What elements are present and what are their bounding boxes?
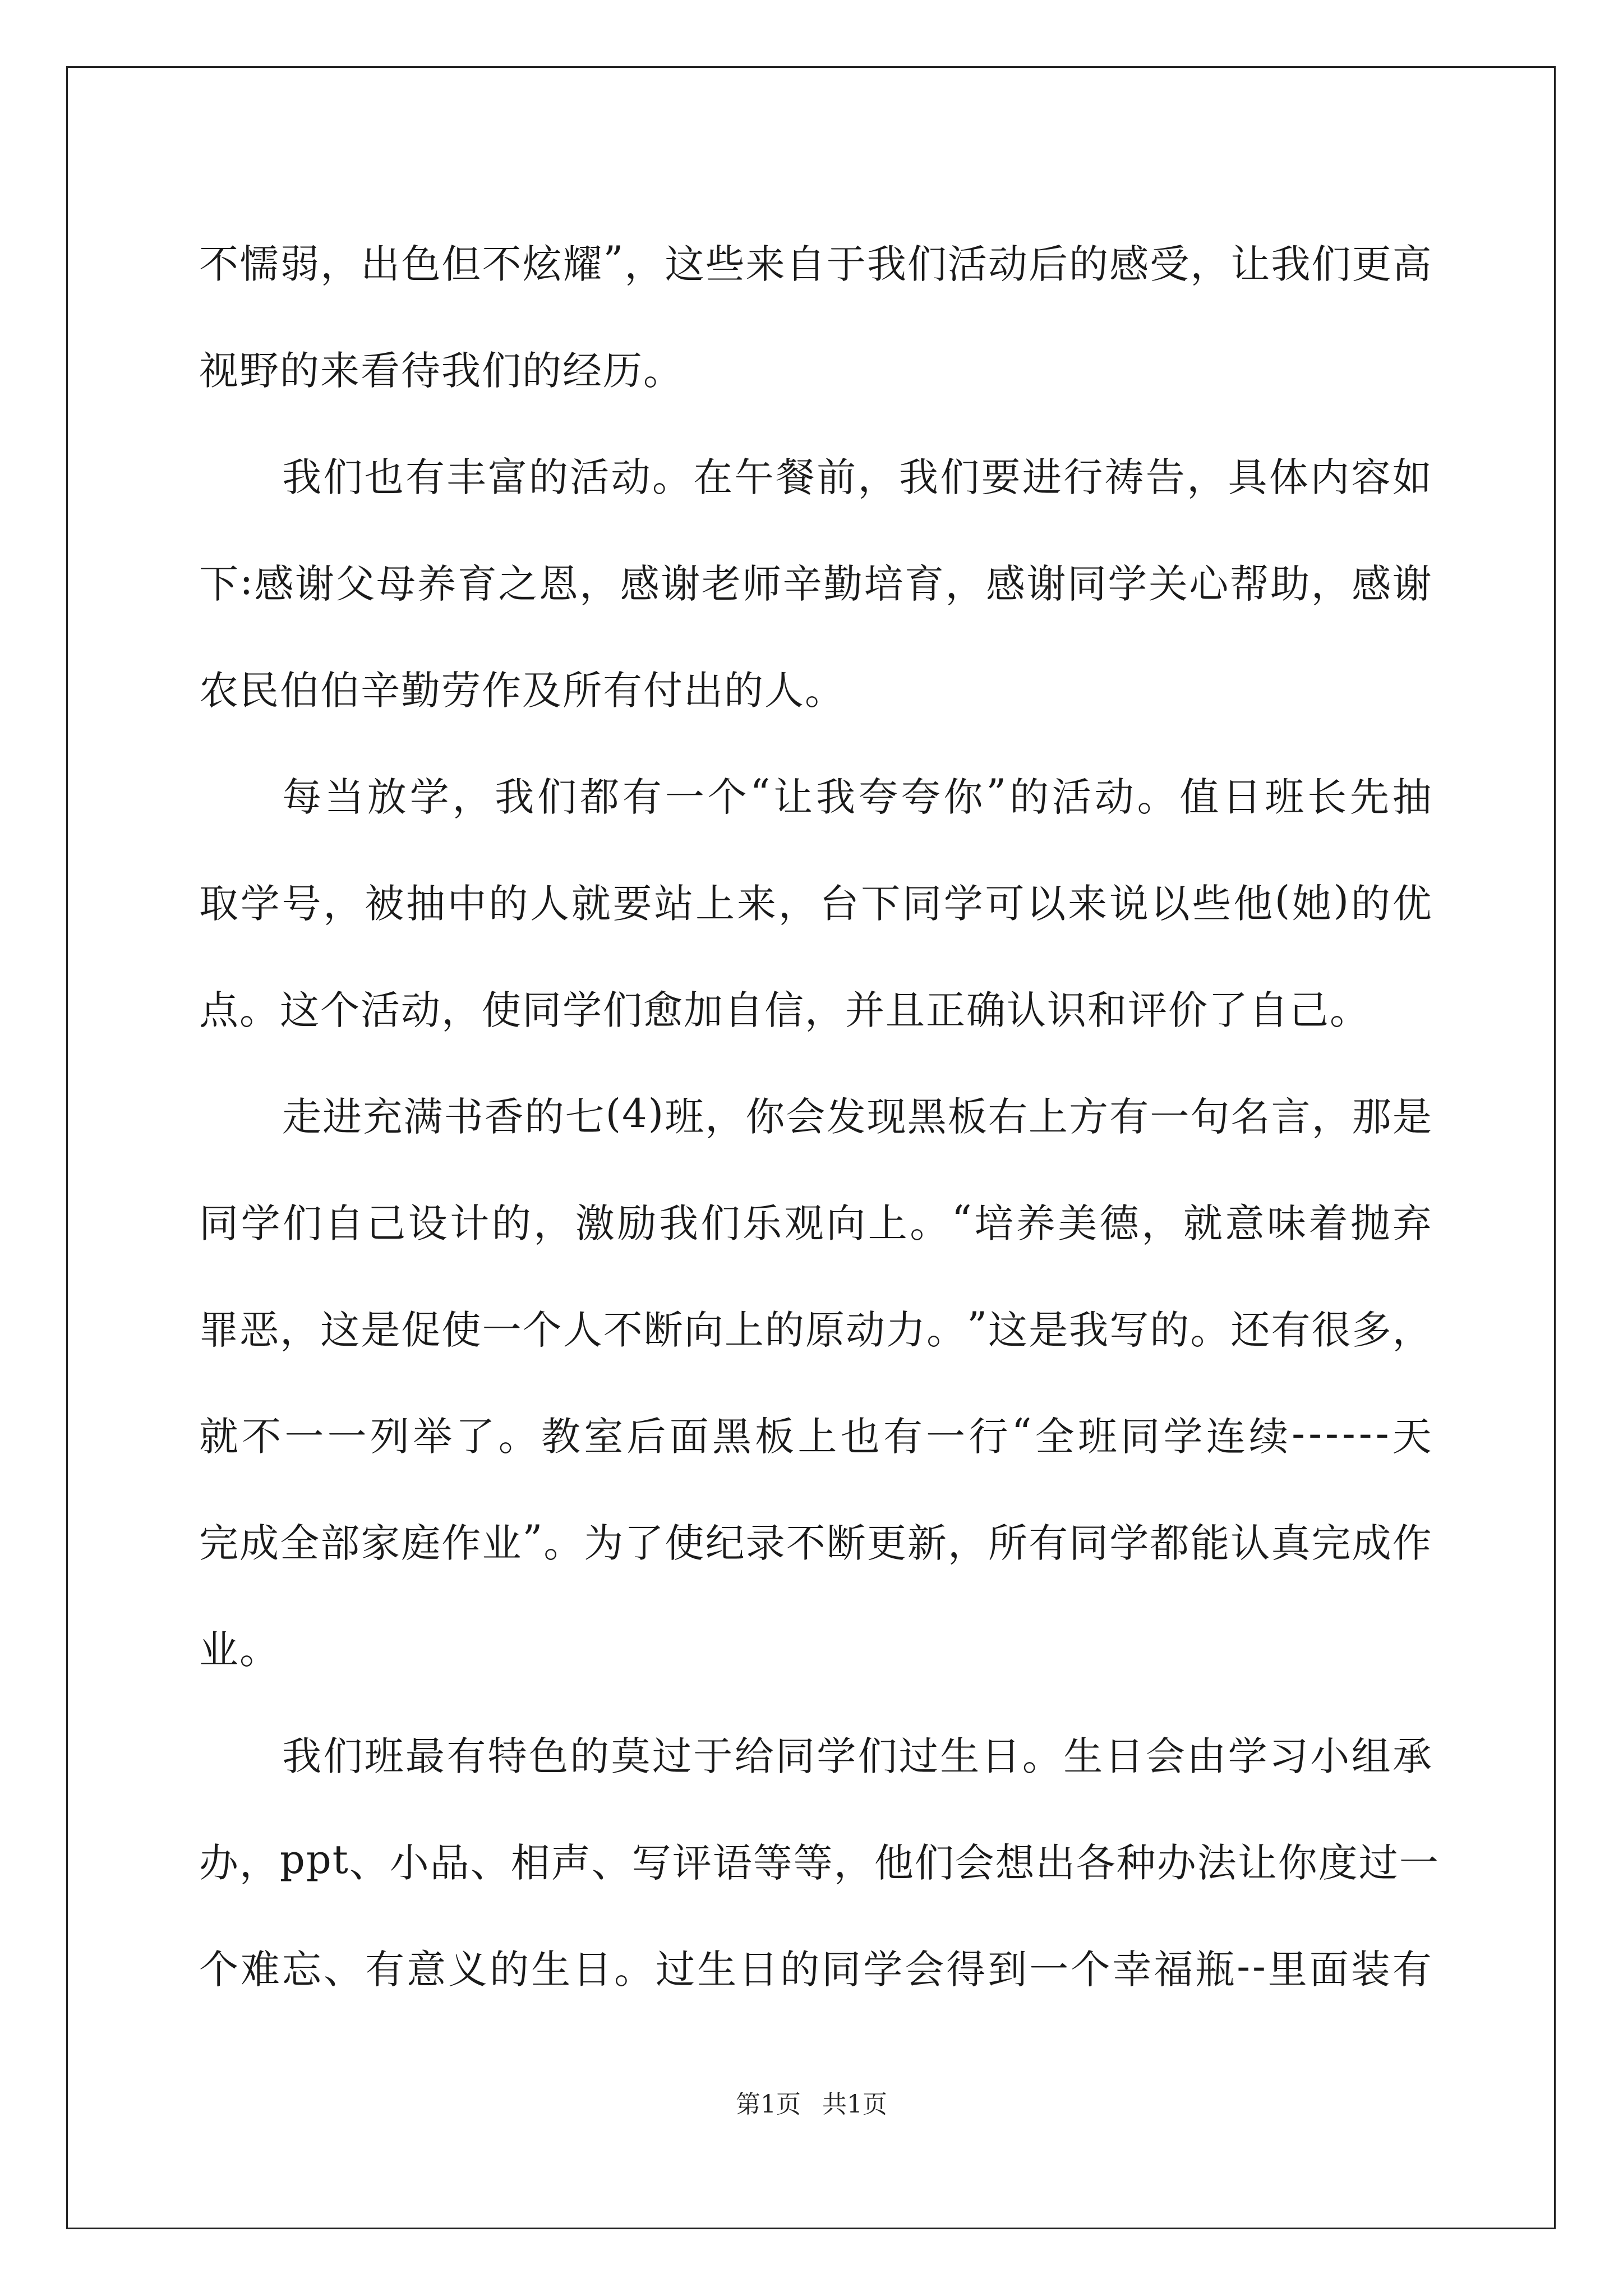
text-line-9: 走 进 充 满 书 香 的 七 ( 4 ) 班 ， 你 会 发 现 黑 板 右 上 方 有 一 句 名 言 ， 那 是	[282, 1091, 1433, 1140]
text-line-12: 就 不 一 一 列 举 了 。 教 室 后 面 黑 板 上 也 有 一 行 “ 全 班 同 学 连 续 - - - - - - 天	[199, 1410, 1433, 1460]
page-total: 共1页	[822, 2090, 887, 2119]
text-line-1: 不 懦 弱 ， 出 色 但 不 炫 耀 ” ， 这 些 来 自 于 我 们 活 动 后 的 感 受 ， 让 我 们 更 高	[199, 238, 1433, 287]
document-body	[199, 208, 1440, 2019]
text-line-17: 个 难 忘 、 有 意 义 的 生 日 。 过 生 日 的 同 学 会 得 到 一 个 幸 福 瓶 - - 里 面 装 有	[199, 1943, 1433, 1993]
text-line-8: 点。这个活动，使同学们愈加自信，并且正确认识和评价了自己。	[199, 987, 1370, 1033]
text-line-6: 每 当 放 学 ， 我 们 都 有 一 个 “ 让 我 夸 夸 你 ” 的 活 动 。 值 日 班 长 先 抽	[282, 771, 1433, 820]
text-line-15: 我 们 班 最 有 特 色 的 莫 过 于 给 同 学 们 过 生 日 。 生 日 会 由 学 习 小 组 承	[282, 1733, 1433, 1779]
text-line-14: 业。	[199, 1626, 280, 1673]
text-line-16: 办 ， p p t 、 小 品 、 相 声 、 写 评 语 等 等 ， 他 们 会 想 出 各 种 办 法 让 你 度 过 一	[199, 1837, 1440, 1886]
text-line-7: 取 学 号 ， 被 抽 中 的 人 就 要 站 上 来 ， 台 下 同 学 可 以 来 说 以 些 他 ( 她 ) 的 优	[199, 877, 1433, 927]
text-line-4: 下 : 感 谢 父 母 养 育 之 恩 ， 感 谢 老 师 辛 勤 培 育 ， 感 谢 同 学 关 心 帮 助 ， 感 谢	[199, 558, 1433, 607]
text-line-10: 同 学 们 自 己 设 计 的 ， 激 励 我 们 乐 观 向 上 。 “ 培 养 美 德 ， 就 意 味 着 抛 弃	[199, 1197, 1433, 1246]
page-number: 第1页	[736, 2090, 801, 2119]
text-line-3: 我 们 也 有 丰 富 的 活 动 。 在 午 餐 前 ， 我 们 要 进 行 祷 告 ， 具 体 内 容 如	[282, 454, 1433, 500]
text-line-5: 农民伯伯辛勤劳作及所有付出的人。	[199, 667, 845, 714]
text-line-2: 视野的来看待我们的经历。	[199, 347, 684, 394]
text-line-11: 罪 恶 ， 这 是 促 使 一 个 人 不 断 向 上 的 原 动 力 。 ” 这 是 我 写 的 。 还 有 很 多 ，	[199, 1304, 1433, 1353]
text-line-13: 完 成 全 部 家 庭 作 业 ” 。 为 了 使 纪 录 不 断 更 新 ， 所 有 同 学 都 能 认 真 完 成 作	[199, 1517, 1433, 1566]
page-footer	[0, 2084, 1623, 2120]
